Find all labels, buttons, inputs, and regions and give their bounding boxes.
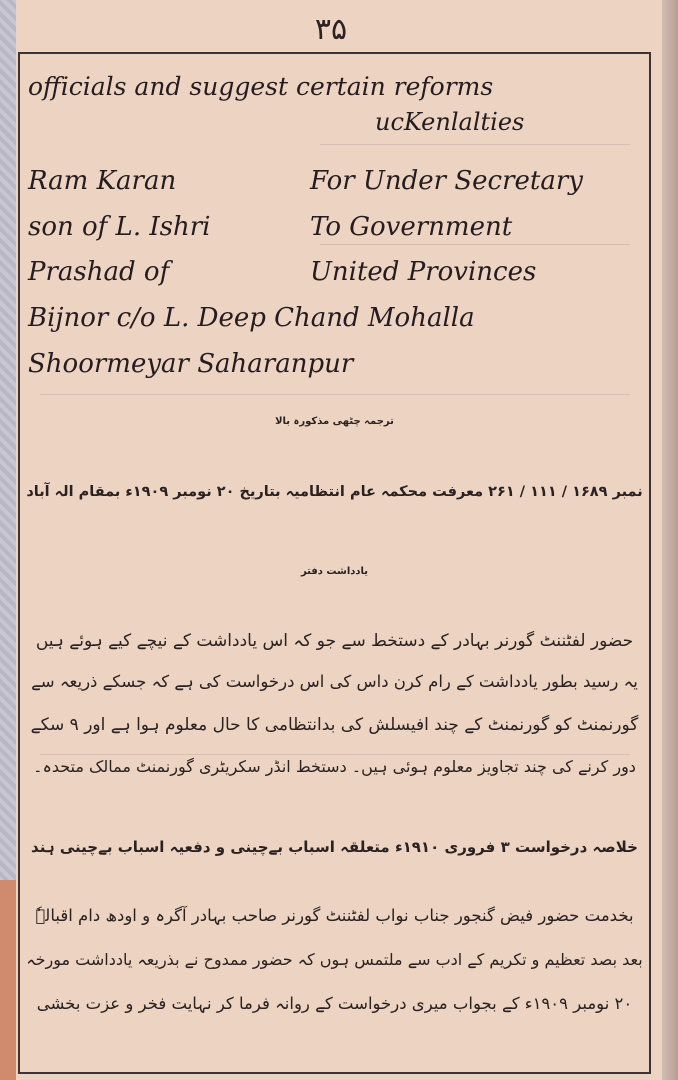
handwritten-prashad: Prashad of xyxy=(28,257,170,287)
handwritten-line-2: ucKenlalties xyxy=(375,108,525,136)
page-frame xyxy=(18,52,651,1074)
bleed-through-line xyxy=(40,754,630,755)
paragraph-1-line-2: یہ رسید بطور یادداشت کے رام کرن داس کی اس درخواست کی ہے کہ جسکے ذریعہ سے xyxy=(31,672,638,691)
heading-memo: یادداشت دفتر xyxy=(300,566,369,577)
handwritten-to-government: To Government xyxy=(310,212,513,242)
page-number: ۳۵ xyxy=(314,12,348,47)
paragraph-2-line-1: بخدمت حضور فیض گنجور جناب نواب لفٹننٹ گورنر صاحب بہادر آگرہ و اودھ دام اقبالہٗ xyxy=(35,906,634,925)
document-page xyxy=(16,0,662,1080)
handwritten-designation: For Under Secretary xyxy=(310,166,583,196)
page-right-edge xyxy=(660,0,678,1080)
handwritten-city: Shoormeyar Saharanpur xyxy=(28,349,354,379)
reference-line: نمبر ۱۶۸۹ / ۱۱۱ / ۲۶۱ معرفت محکمہ عام انتظامیہ بتاریخ ۲۰ نومبر ۱۹۰۹ء بمقام الہ آباد xyxy=(26,484,643,500)
bleed-through-line xyxy=(320,144,630,145)
paragraph-2-line-2: بعد بصد تعظیم و تکریم کے ادب سے ملتمس ہوں کہ حضور ممدوح نے بذریعہ یادداشت مورخہ xyxy=(26,950,643,969)
handwritten-line-1: officials and suggest certain reforms xyxy=(28,72,494,101)
heading-summary: خلاصہ درخواست ۳ فروری ۱۹۱۰ء متعلقہ اسباب بےچینی و دفعیہ اسباب بےچینی ہند xyxy=(31,838,638,856)
bleed-through-line xyxy=(320,244,630,245)
handwritten-address: Bijnor c/o L. Deep Chand Mohalla xyxy=(28,303,475,333)
paragraph-2-line-3: ۲۰ نومبر ۱۹۰۹ء کے بجواب میری درخواست کے روانہ فرما کر نہایت فخر و عزت بخشی xyxy=(36,994,633,1013)
paragraph-1-line-4: دور کرنے کی چند تجاویز معلوم ہوئی ہیں۔ دستخط انڈر سکریٹری گورنمنٹ ممالک متحدہ۔ xyxy=(33,757,636,776)
paragraph-1-line-3: گورنمنٹ کو گورنمنٹ کے چند افیسلش کی بدانتظامی کا حال معلوم ہوا ہے اور ۹ سکے xyxy=(30,715,639,735)
bleed-through-line xyxy=(40,394,630,395)
handwritten-name: Ram Karan xyxy=(28,166,177,196)
paragraph-1-line-1: حضور لفٹننٹ گورنر بہادر کے دستخط سے جو کہ اس یادداشت کے نیچے کیے ہوئے ہیں xyxy=(35,631,634,651)
handwritten-provinces: United Provinces xyxy=(310,257,537,287)
handwritten-parentage: son of L. Ishri xyxy=(28,212,211,242)
heading-translation: ترجمہ چٹھی مذکورہ بالا xyxy=(275,416,394,427)
